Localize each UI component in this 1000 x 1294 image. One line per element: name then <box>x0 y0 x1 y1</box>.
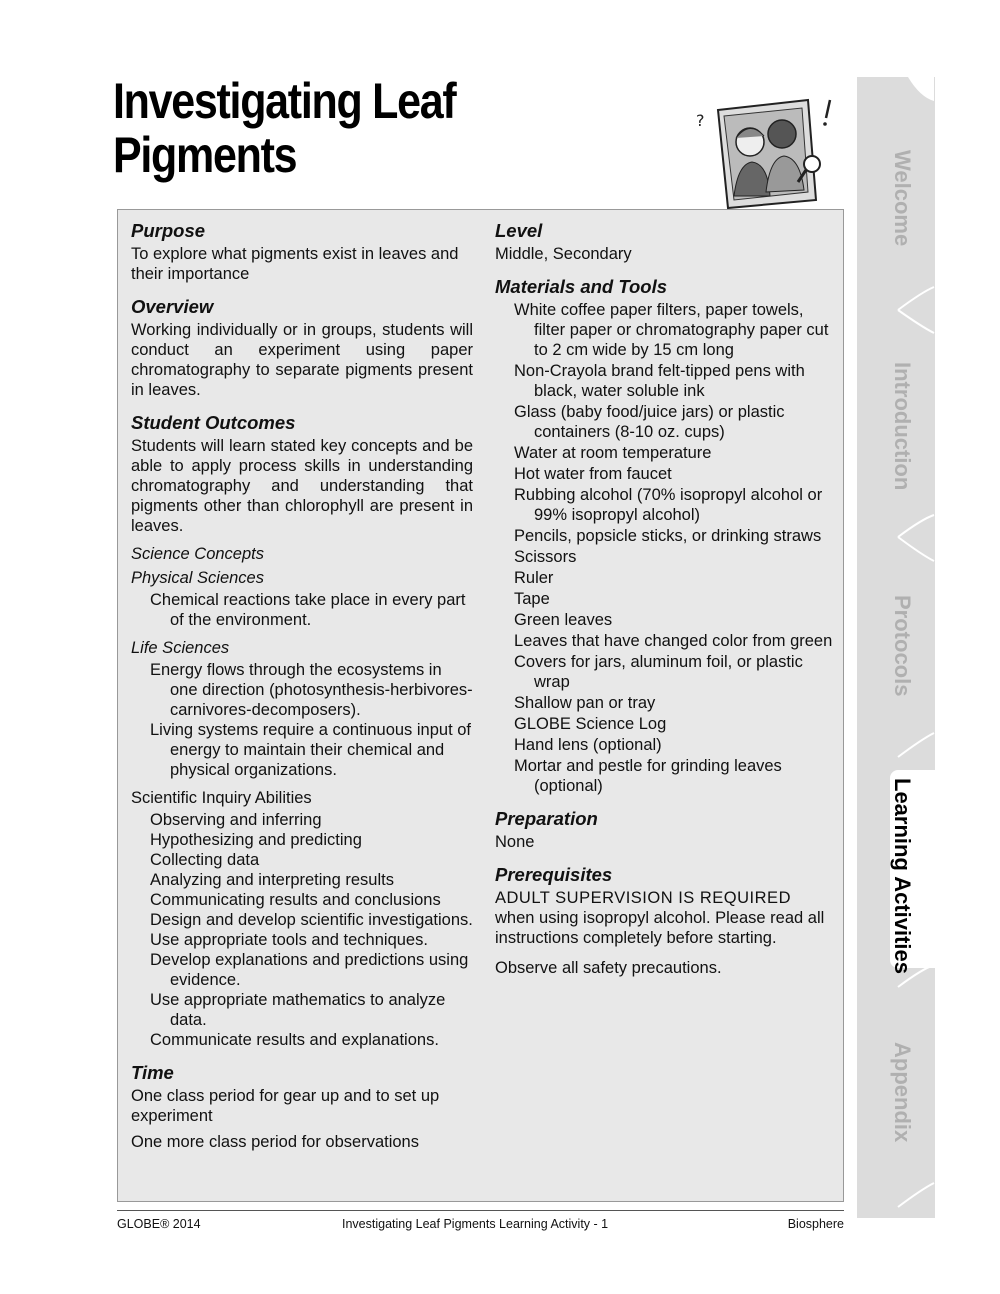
list-item: Rubbing alcohol (70% isopropyl alcohol or 99% isopropyl alcohol) <box>514 486 823 524</box>
time-line: One more class period for observations <box>131 1133 419 1151</box>
level-section <box>495 220 835 264</box>
outcomes-heading: Student Outcomes <box>131 412 296 433</box>
physical-sciences-label: Physical Sciences <box>131 569 264 587</box>
right-column <box>495 220 835 990</box>
prerequisites-warning: ADULT SUPERVISION IS REQUIRED <box>495 889 791 907</box>
list-item: White coffee paper filters, paper towels, filter paper or chromatography paper cut to 2 cm wide by 15 cm long <box>514 301 829 359</box>
materials-section <box>495 276 835 796</box>
time-heading: Time <box>131 1062 174 1083</box>
list-item: Pencils, popsicle sticks, or drinking straws <box>514 527 822 545</box>
content-box <box>117 209 844 1202</box>
left-column <box>131 220 473 1164</box>
list-item: Communicating results and conclusions <box>150 891 441 909</box>
list-item: Develop explanations and predictions using evidence. <box>150 951 469 989</box>
list-item: Observing and inferring <box>150 811 322 829</box>
science-concepts-label: Science Concepts <box>131 545 264 563</box>
tab-appendix[interactable]: Appendix <box>890 1042 915 1143</box>
overview-text: Working individually or in groups, students will conduct an experiment using paper chromatography to separate pigments present in leaves. <box>131 321 473 399</box>
students-illustration <box>690 92 840 212</box>
overview-heading: Overview <box>131 296 214 317</box>
life-sciences-list <box>131 660 473 780</box>
list-item: Leaves that have changed color from green <box>514 632 833 650</box>
tab-introduction[interactable]: Introduction <box>890 362 915 491</box>
outcomes-text: Students will learn stated key concepts and be able to apply process skills in understanding chromatography and understanding that pigments other than chlorophyll are present in leaves. <box>131 437 473 535</box>
overview-section <box>131 296 473 400</box>
footer-center: Investigating Leaf Pigments Learning Activity - 1 <box>342 1217 609 1231</box>
page-title <box>113 74 595 182</box>
prerequisites-text2: Observe all safety precautions. <box>495 959 722 977</box>
list-item: Energy flows through the ecosystems in one direction (photosynthesis-herbivores-carnivores-decomposers). <box>150 661 473 719</box>
inquiry-label: Scientific Inquiry Abilities <box>131 789 312 807</box>
life-sciences-label: Life Sciences <box>131 639 230 657</box>
materials-heading: Materials and Tools <box>495 276 668 297</box>
list-item: Water at room temperature <box>514 444 712 462</box>
list-item: Scissors <box>514 548 577 566</box>
list-item: Use appropriate mathematics to analyze data. <box>150 991 446 1029</box>
time-section <box>131 1062 473 1152</box>
preparation-section <box>495 808 835 852</box>
list-item: Shallow pan or tray <box>514 694 656 712</box>
page-footer <box>117 1210 844 1231</box>
level-text: Middle, Secondary <box>495 245 632 263</box>
tab-learning-activities[interactable]: Learning Activities <box>890 778 915 975</box>
list-item: Use appropriate tools and techniques. <box>150 931 428 949</box>
list-item: Hand lens (optional) <box>514 736 662 754</box>
tab-welcome[interactable]: Welcome <box>890 150 915 247</box>
list-item: Ruler <box>514 569 554 587</box>
outcomes-section <box>131 412 473 1050</box>
prerequisites-text: when using isopropyl alcohol. Please read all instructions completely before starting. <box>495 909 825 947</box>
list-item: GLOBE Science Log <box>514 715 667 733</box>
list-item: Communicate results and explanations. <box>150 1031 439 1049</box>
list-item: Living systems require a continuous input of energy to maintain their chemical and physical organizations. <box>150 721 472 779</box>
list-item: Tape <box>514 590 550 608</box>
list-item: Analyzing and interpreting results <box>150 871 394 889</box>
list-item: Non-Crayola brand felt-tipped pens with black, water soluble ink <box>514 362 805 400</box>
page-title-line1: Investigating Leaf <box>113 73 456 129</box>
preparation-heading: Preparation <box>495 808 598 829</box>
page-title-line2: Pigments <box>113 127 297 183</box>
footer-left: GLOBE® 2014 <box>117 1217 201 1231</box>
physical-sciences-list <box>131 590 473 630</box>
time-line: One class period for gear up and to set up experiment <box>131 1087 440 1125</box>
list-item: Covers for jars, aluminum foil, or plastic wrap <box>514 653 803 691</box>
materials-list <box>495 300 835 796</box>
list-item: Hypothesizing and predicting <box>150 831 362 849</box>
prerequisites-section <box>495 864 835 978</box>
list-item: Design and develop scientific investigations. <box>150 911 473 929</box>
purpose-text: To explore what pigments exist in leaves and their importance <box>131 245 459 283</box>
list-item: Chemical reactions take place in every part of the environment. <box>150 591 466 629</box>
tab-protocols[interactable]: Protocols <box>890 595 915 697</box>
list-item: Green leaves <box>514 611 613 629</box>
level-heading: Level <box>495 220 543 241</box>
footer-right: Biosphere <box>787 1217 844 1231</box>
list-item: Collecting data <box>150 851 260 869</box>
svg-text:?: ? <box>696 111 705 130</box>
purpose-heading: Purpose <box>131 220 206 241</box>
list-item: Glass (baby food/juice jars) or plastic containers (8-10 oz. cups) <box>514 403 785 441</box>
preparation-text: None <box>495 833 535 851</box>
list-item: Mortar and pestle for grinding leaves (optional) <box>514 757 782 795</box>
inquiry-list <box>131 810 473 1050</box>
purpose-section <box>131 220 473 284</box>
prerequisites-heading: Prerequisites <box>495 864 613 885</box>
list-item: Hot water from faucet <box>514 465 672 483</box>
